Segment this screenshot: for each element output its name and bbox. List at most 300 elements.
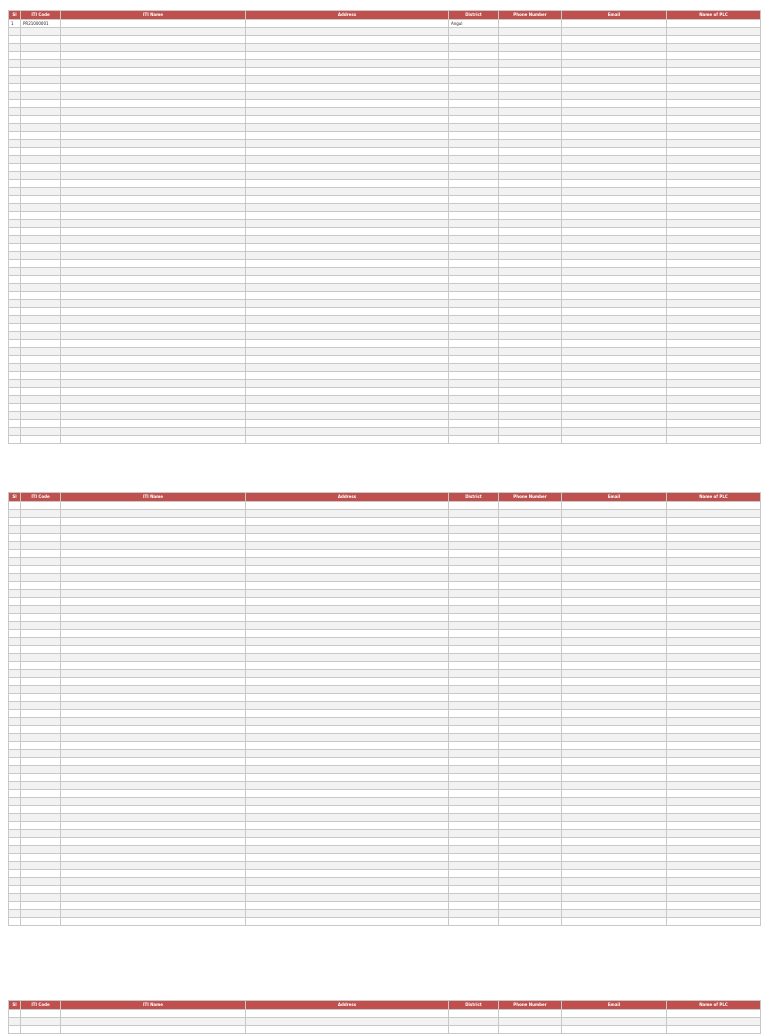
table-row (9, 380, 761, 388)
cell-sl (9, 854, 21, 862)
cell-sl (9, 534, 21, 542)
cell-plc (667, 566, 761, 574)
cell-district (449, 292, 499, 300)
cell-phone (499, 268, 562, 276)
table-row (9, 276, 761, 284)
table-row (9, 526, 761, 534)
cell-email (562, 838, 667, 846)
cell-code (21, 886, 61, 894)
cell-address (246, 308, 449, 316)
cell-email (562, 36, 667, 44)
cell-plc (667, 52, 761, 60)
cell-code: PR21000001 (21, 20, 61, 28)
cell-email (562, 790, 667, 798)
cell-plc (667, 918, 761, 926)
table-row (9, 606, 761, 614)
cell-plc (667, 630, 761, 638)
cell-phone (499, 124, 562, 132)
cell-phone (499, 758, 562, 766)
cell-district (449, 108, 499, 116)
cell-district (449, 622, 499, 630)
cell-plc (667, 830, 761, 838)
cell-phone (499, 606, 562, 614)
cell-address (246, 558, 449, 566)
cell-phone (499, 526, 562, 534)
cell-email (562, 108, 667, 116)
cell-plc (667, 404, 761, 412)
table-row (9, 348, 761, 356)
cell-name (61, 790, 246, 798)
cell-code (21, 428, 61, 436)
cell-code (21, 228, 61, 236)
cell-sl (9, 702, 21, 710)
cell-phone (499, 308, 562, 316)
cell-code (21, 396, 61, 404)
cell-address (246, 662, 449, 670)
table-row (9, 84, 761, 92)
cell-email (562, 886, 667, 894)
cell-district (449, 590, 499, 598)
cell-sl (9, 798, 21, 806)
cell-code (21, 204, 61, 212)
cell-sl (9, 894, 21, 902)
cell-phone (499, 204, 562, 212)
cell-district (449, 404, 499, 412)
table-row (9, 340, 761, 348)
cell-sl (9, 806, 21, 814)
cell-email (562, 332, 667, 340)
cell-sl (9, 340, 21, 348)
table-row (9, 148, 761, 156)
table-row (9, 838, 761, 846)
cell-code (21, 180, 61, 188)
cell-sl (9, 790, 21, 798)
table-row (9, 100, 761, 108)
table-row (9, 702, 761, 710)
cell-name (61, 662, 246, 670)
cell-phone (499, 316, 562, 324)
table-row (9, 1018, 761, 1026)
table-row (9, 76, 761, 84)
cell-name (61, 582, 246, 590)
table-row (9, 822, 761, 830)
table-row (9, 324, 761, 332)
cell-plc (667, 622, 761, 630)
cell-code (21, 164, 61, 172)
cell-code (21, 276, 61, 284)
cell-sl (9, 276, 21, 284)
cell-code (21, 878, 61, 886)
iti-table-3 (8, 1000, 761, 1034)
cell-email (562, 550, 667, 558)
cell-code (21, 782, 61, 790)
table-header-row (9, 493, 761, 502)
cell-code (21, 694, 61, 702)
cell-address (246, 116, 449, 124)
cell-address (246, 36, 449, 44)
cell-email (562, 758, 667, 766)
cell-name (61, 774, 246, 782)
cell-address (246, 742, 449, 750)
cell-phone (499, 196, 562, 204)
cell-district (449, 1010, 499, 1018)
cell-email (562, 100, 667, 108)
cell-district (449, 380, 499, 388)
cell-email (562, 526, 667, 534)
header-district: District (449, 493, 499, 502)
cell-address (246, 734, 449, 742)
table-row (9, 534, 761, 542)
cell-district: Angul (449, 20, 499, 28)
cell-code (21, 790, 61, 798)
cell-plc (667, 510, 761, 518)
table-row (9, 436, 761, 444)
cell-address (246, 220, 449, 228)
cell-plc (667, 268, 761, 276)
cell-plc (667, 758, 761, 766)
cell-phone (499, 228, 562, 236)
cell-address (246, 276, 449, 284)
cell-email (562, 518, 667, 526)
cell-code (21, 148, 61, 156)
cell-code (21, 1026, 61, 1034)
cell-plc (667, 180, 761, 188)
cell-plc (667, 518, 761, 526)
header-iti-name: ITI Name (61, 11, 246, 20)
cell-email (562, 678, 667, 686)
cell-code (21, 332, 61, 340)
cell-district (449, 702, 499, 710)
cell-phone (499, 614, 562, 622)
cell-phone (499, 116, 562, 124)
header-iti-name: ITI Name (61, 1001, 246, 1010)
cell-code (21, 340, 61, 348)
cell-name (61, 324, 246, 332)
cell-district (449, 276, 499, 284)
cell-sl (9, 196, 21, 204)
cell-address (246, 180, 449, 188)
cell-name (61, 36, 246, 44)
cell-sl (9, 598, 21, 606)
header-sl: Sl (9, 493, 21, 502)
cell-address (246, 838, 449, 846)
cell-sl (9, 822, 21, 830)
header-email: Email (562, 1001, 667, 1010)
cell-code (21, 28, 61, 36)
table-row (9, 878, 761, 886)
cell-address (246, 830, 449, 838)
table-row (9, 92, 761, 100)
cell-code (21, 1010, 61, 1018)
cell-name (61, 502, 246, 510)
cell-district (449, 734, 499, 742)
cell-phone (499, 718, 562, 726)
cell-district (449, 140, 499, 148)
cell-sl (9, 638, 21, 646)
cell-code (21, 766, 61, 774)
table-body-3 (9, 1010, 761, 1034)
cell-address (246, 188, 449, 196)
cell-code (21, 774, 61, 782)
cell-address (246, 678, 449, 686)
cell-sl (9, 164, 21, 172)
cell-district (449, 236, 499, 244)
cell-code (21, 574, 61, 582)
cell-name (61, 878, 246, 886)
cell-district (449, 814, 499, 822)
cell-district (449, 678, 499, 686)
table-row (9, 228, 761, 236)
cell-sl (9, 550, 21, 558)
cell-name (61, 236, 246, 244)
cell-district (449, 44, 499, 52)
cell-phone (499, 60, 562, 68)
cell-address (246, 300, 449, 308)
cell-phone (499, 798, 562, 806)
cell-plc (667, 116, 761, 124)
cell-email (562, 710, 667, 718)
cell-code (21, 854, 61, 862)
table-row (9, 590, 761, 598)
cell-plc (667, 502, 761, 510)
cell-district (449, 228, 499, 236)
cell-address (246, 124, 449, 132)
cell-code (21, 412, 61, 420)
cell-address (246, 862, 449, 870)
cell-district (449, 790, 499, 798)
cell-phone (499, 806, 562, 814)
cell-plc (667, 108, 761, 116)
cell-sl (9, 228, 21, 236)
cell-address (246, 316, 449, 324)
cell-name (61, 862, 246, 870)
cell-phone (499, 156, 562, 164)
cell-email (562, 606, 667, 614)
cell-district (449, 534, 499, 542)
cell-plc (667, 196, 761, 204)
cell-name (61, 60, 246, 68)
cell-plc (667, 188, 761, 196)
cell-district (449, 316, 499, 324)
cell-sl (9, 886, 21, 894)
cell-phone (499, 782, 562, 790)
cell-plc (667, 854, 761, 862)
cell-code (21, 806, 61, 814)
cell-phone (499, 412, 562, 420)
cell-email (562, 76, 667, 84)
cell-name (61, 822, 246, 830)
cell-address (246, 806, 449, 814)
cell-phone (499, 542, 562, 550)
cell-phone (499, 654, 562, 662)
cell-code (21, 590, 61, 598)
cell-phone (499, 726, 562, 734)
cell-phone (499, 404, 562, 412)
cell-phone (499, 356, 562, 364)
cell-district (449, 526, 499, 534)
cell-address (246, 582, 449, 590)
cell-phone (499, 84, 562, 92)
cell-plc (667, 20, 761, 28)
cell-name (61, 558, 246, 566)
cell-email (562, 918, 667, 926)
cell-name (61, 918, 246, 926)
cell-plc (667, 790, 761, 798)
cell-code (21, 116, 61, 124)
cell-code (21, 268, 61, 276)
cell-district (449, 806, 499, 814)
cell-name (61, 436, 246, 444)
cell-phone (499, 678, 562, 686)
cell-plc (667, 244, 761, 252)
cell-district (449, 284, 499, 292)
table-row (9, 894, 761, 902)
cell-sl (9, 332, 21, 340)
cell-phone (499, 428, 562, 436)
cell-district (449, 164, 499, 172)
cell-plc (667, 558, 761, 566)
table-row (9, 502, 761, 510)
cell-name (61, 782, 246, 790)
cell-district (449, 878, 499, 886)
table-row (9, 28, 761, 36)
cell-district (449, 116, 499, 124)
cell-name (61, 894, 246, 902)
cell-email (562, 542, 667, 550)
cell-name (61, 308, 246, 316)
table-row (9, 220, 761, 228)
cell-sl (9, 108, 21, 116)
cell-plc (667, 838, 761, 846)
cell-phone (499, 1010, 562, 1018)
cell-name (61, 590, 246, 598)
cell-plc (667, 1018, 761, 1026)
cell-district (449, 518, 499, 526)
cell-sl (9, 252, 21, 260)
cell-code (21, 140, 61, 148)
cell-district (449, 260, 499, 268)
table-row (9, 1010, 761, 1018)
table-row (9, 36, 761, 44)
cell-phone (499, 766, 562, 774)
cell-plc (667, 28, 761, 36)
cell-phone (499, 670, 562, 678)
cell-sl (9, 236, 21, 244)
cell-email (562, 614, 667, 622)
cell-name (61, 678, 246, 686)
cell-name (61, 396, 246, 404)
cell-phone (499, 132, 562, 140)
cell-phone (499, 558, 562, 566)
header-iti-code: ITI Code (21, 1001, 61, 1010)
header-phone: Phone Number (499, 493, 562, 502)
cell-code (21, 830, 61, 838)
table-row (9, 598, 761, 606)
cell-name (61, 542, 246, 550)
table-row (9, 164, 761, 172)
cell-code (21, 622, 61, 630)
cell-code (21, 356, 61, 364)
cell-plc (667, 84, 761, 92)
cell-district (449, 196, 499, 204)
cell-sl (9, 124, 21, 132)
cell-sl (9, 308, 21, 316)
cell-name (61, 910, 246, 918)
cell-code (21, 436, 61, 444)
cell-district (449, 830, 499, 838)
cell-email (562, 598, 667, 606)
cell-code (21, 846, 61, 854)
cell-code (21, 108, 61, 116)
cell-name (61, 276, 246, 284)
cell-email (562, 894, 667, 902)
table-row (9, 854, 761, 862)
cell-district (449, 1026, 499, 1034)
cell-sl (9, 180, 21, 188)
cell-address (246, 510, 449, 518)
cell-email (562, 412, 667, 420)
cell-email (562, 822, 667, 830)
cell-phone (499, 36, 562, 44)
cell-phone (499, 838, 562, 846)
cell-name (61, 364, 246, 372)
cell-plc (667, 694, 761, 702)
cell-phone (499, 534, 562, 542)
cell-sl (9, 814, 21, 822)
cell-district (449, 854, 499, 862)
cell-name (61, 726, 246, 734)
table-row (9, 196, 761, 204)
cell-phone (499, 108, 562, 116)
cell-code (21, 502, 61, 510)
cell-sl (9, 292, 21, 300)
table-row (9, 332, 761, 340)
cell-address (246, 630, 449, 638)
cell-name (61, 510, 246, 518)
table-header-row (9, 11, 761, 20)
cell-name (61, 702, 246, 710)
cell-email (562, 558, 667, 566)
cell-plc (667, 364, 761, 372)
cell-sl (9, 614, 21, 622)
cell-sl (9, 364, 21, 372)
cell-address (246, 372, 449, 380)
cell-email (562, 534, 667, 542)
cell-address (246, 646, 449, 654)
table-row (9, 180, 761, 188)
cell-plc (667, 766, 761, 774)
cell-name (61, 838, 246, 846)
cell-code (21, 726, 61, 734)
cell-phone (499, 148, 562, 156)
cell-phone (499, 622, 562, 630)
cell-plc (667, 798, 761, 806)
cell-email (562, 300, 667, 308)
cell-phone (499, 332, 562, 340)
cell-phone (499, 1026, 562, 1034)
cell-email (562, 244, 667, 252)
cell-name (61, 108, 246, 116)
cell-address (246, 534, 449, 542)
cell-district (449, 502, 499, 510)
cell-address (246, 1026, 449, 1034)
cell-phone (499, 582, 562, 590)
cell-email (562, 622, 667, 630)
cell-district (449, 718, 499, 726)
cell-code (21, 132, 61, 140)
cell-name (61, 606, 246, 614)
cell-plc (667, 292, 761, 300)
